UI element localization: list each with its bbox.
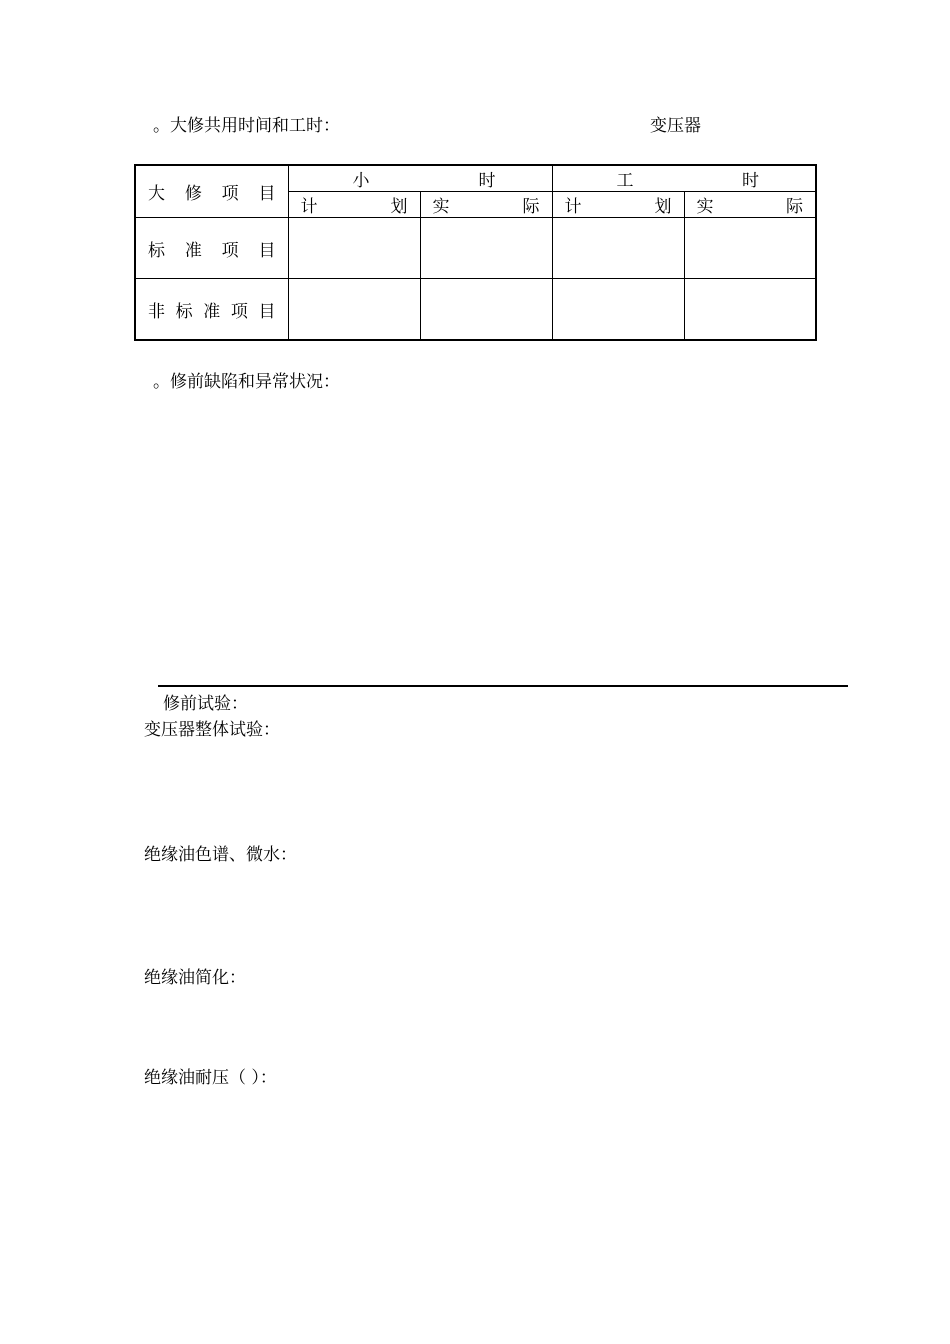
- header-item: 大 修 项 目: [135, 165, 288, 218]
- equipment-name: 变压器: [650, 116, 701, 136]
- header-hours: 小 时: [288, 165, 552, 192]
- test-item-oil-chromatography: 绝缘油色谱、微水：: [144, 845, 297, 865]
- table-row: [135, 218, 816, 279]
- cell-workhours-actual[interactable]: [684, 218, 816, 279]
- header-workhours-plan: 计 划: [552, 192, 684, 218]
- hours-table: [134, 164, 817, 341]
- divider: [158, 685, 848, 687]
- section-title-defects: 。修前缺陷和异常状况：: [153, 372, 340, 392]
- header-workhours: 工 时: [552, 165, 816, 192]
- test-item-overall: 变压器整体试验：: [144, 720, 280, 740]
- header-hours-actual: 实 际: [420, 192, 552, 218]
- cell-workhours-plan[interactable]: [552, 218, 684, 279]
- test-item-oil-withstand: 绝缘油耐压（ ）：: [144, 1068, 277, 1088]
- header-hours-plan: 计 划: [288, 192, 420, 218]
- section-title-pretest: 修前试验：: [163, 694, 248, 714]
- header-workhours-actual: 实 际: [684, 192, 816, 218]
- section-title-time: 。大修共用时间和工时：: [153, 116, 340, 136]
- cell-hours-plan[interactable]: [288, 279, 420, 341]
- table-row: [135, 279, 816, 341]
- cell-workhours-actual[interactable]: [684, 279, 816, 341]
- test-item-oil-simplified: 绝缘油简化：: [144, 968, 246, 988]
- cell-hours-actual[interactable]: [420, 218, 552, 279]
- row-label-standard: 标 准 项 目: [135, 218, 288, 279]
- cell-hours-actual[interactable]: [420, 279, 552, 341]
- cell-hours-plan[interactable]: [288, 218, 420, 279]
- cell-workhours-plan[interactable]: [552, 279, 684, 341]
- row-label-nonstandard: 非 标 准 项 目: [135, 279, 288, 341]
